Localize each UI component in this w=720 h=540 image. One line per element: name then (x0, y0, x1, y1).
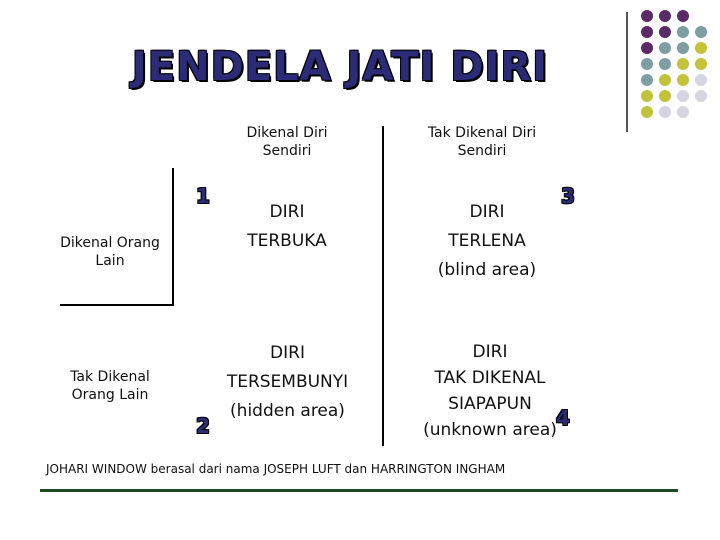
dot (641, 106, 653, 118)
column-header-line: Sendiri (262, 143, 312, 159)
quadrant-number-1: 1 (196, 184, 210, 208)
dot (677, 106, 689, 118)
row-header-known-others (40, 234, 180, 270)
quadrant-number-4: 4 (556, 406, 570, 430)
quadrant-line: TERSEMBUNYI (226, 372, 349, 392)
quadrant-line: TAK DIKENAL (434, 368, 546, 388)
quadrant-line: DIRI (270, 343, 305, 363)
row-header-divider-horizontal (60, 304, 173, 306)
row-header-divider-vertical (172, 168, 174, 306)
dot (695, 74, 707, 86)
quadrant-line: DIRI (469, 202, 505, 222)
quadrant-number-3: 3 (561, 184, 575, 208)
caption: JOHARI WINDOW berasal dari nama JOSEPH LUFT dan HARRINGTON INGHAM (46, 462, 506, 476)
quadrant-line: DIRI (269, 202, 305, 222)
column-header-line: Tak Dikenal Diri (427, 125, 537, 141)
row-header-line: Dikenal Orang (60, 235, 160, 251)
dot (695, 42, 707, 54)
dot (695, 26, 707, 38)
quadrant-line: (hidden area) (230, 401, 345, 421)
dot (695, 58, 707, 70)
dot (677, 90, 689, 102)
dot (659, 106, 671, 118)
center-divider-vertical (382, 126, 384, 446)
column-header-line: Dikenal Diri (246, 125, 328, 141)
quadrant-line: TERLENA (448, 231, 526, 251)
dot (677, 10, 689, 22)
dot (641, 90, 653, 102)
dot (659, 26, 671, 38)
quadrant-line: DIRI (472, 342, 508, 362)
column-header-known-self (212, 124, 362, 160)
dot (659, 90, 671, 102)
page-title: JENDELA JATI DIRI (131, 44, 549, 90)
row-header-line: Lain (95, 253, 125, 269)
quadrant-line: (unknown area) (423, 420, 557, 440)
quadrant-line: SIAPAPUN (448, 394, 532, 414)
quadrant-hidden-area (200, 339, 375, 426)
quadrant-open-area (212, 198, 362, 256)
quadrant-unknown-area (405, 339, 575, 443)
quadrant-blind-area (402, 198, 572, 285)
quadrant-line: (blind area) (437, 260, 537, 280)
quadrant-number-2: 2 (196, 414, 210, 438)
column-header-line: Sendiri (457, 143, 507, 159)
dot (641, 26, 653, 38)
dot (659, 10, 671, 22)
bottom-rule (40, 489, 678, 492)
row-header-unknown-others (40, 368, 180, 404)
dot (695, 90, 707, 102)
row-header-line: Tak Dikenal (70, 369, 150, 385)
dot (677, 26, 689, 38)
dot (641, 10, 653, 22)
row-header-line: Orang Lain (71, 387, 149, 403)
quadrant-line: TERBUKA (247, 231, 327, 251)
column-header-unknown-self (402, 124, 562, 160)
